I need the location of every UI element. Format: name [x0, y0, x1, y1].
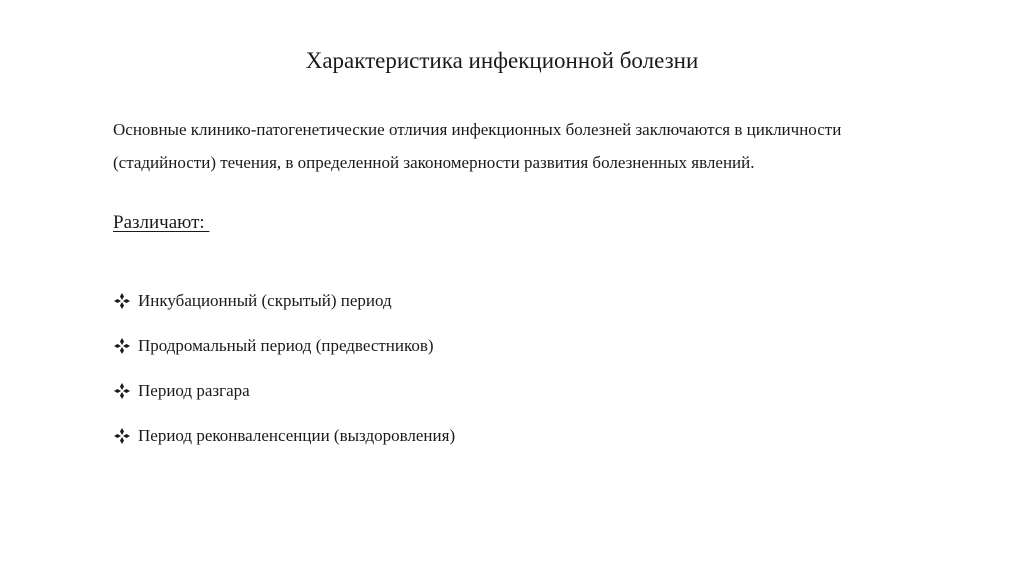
diamond-bullet-icon	[113, 292, 131, 310]
subheading: Различают:	[113, 212, 210, 233]
list-item	[113, 423, 455, 449]
intro-paragraph	[113, 113, 943, 179]
slide-title: Характеристика инфекционной болезни	[305, 48, 699, 73]
list-item	[113, 333, 455, 359]
list-item	[113, 378, 455, 404]
bullet-list	[113, 288, 455, 468]
intro-line: (стадийности) течения, в определенной закономерности развития болезненных явлений.	[113, 153, 755, 172]
diamond-bullet-icon	[113, 427, 131, 445]
bullet-text: Инкубационный (скрытый) период	[138, 291, 392, 310]
bullet-text: Период реконваленсенции (выздоровления)	[138, 426, 456, 445]
intro-line: Основные клинико-патогенетические отличия инфекционных болезней заключаются в цикличности	[113, 120, 842, 139]
bullet-text: Период разгара	[138, 381, 250, 400]
bullet-text: Продромальный период (предвестников)	[138, 336, 434, 355]
diamond-bullet-icon	[113, 337, 131, 355]
list-item	[113, 288, 455, 314]
diamond-bullet-icon	[113, 382, 131, 400]
